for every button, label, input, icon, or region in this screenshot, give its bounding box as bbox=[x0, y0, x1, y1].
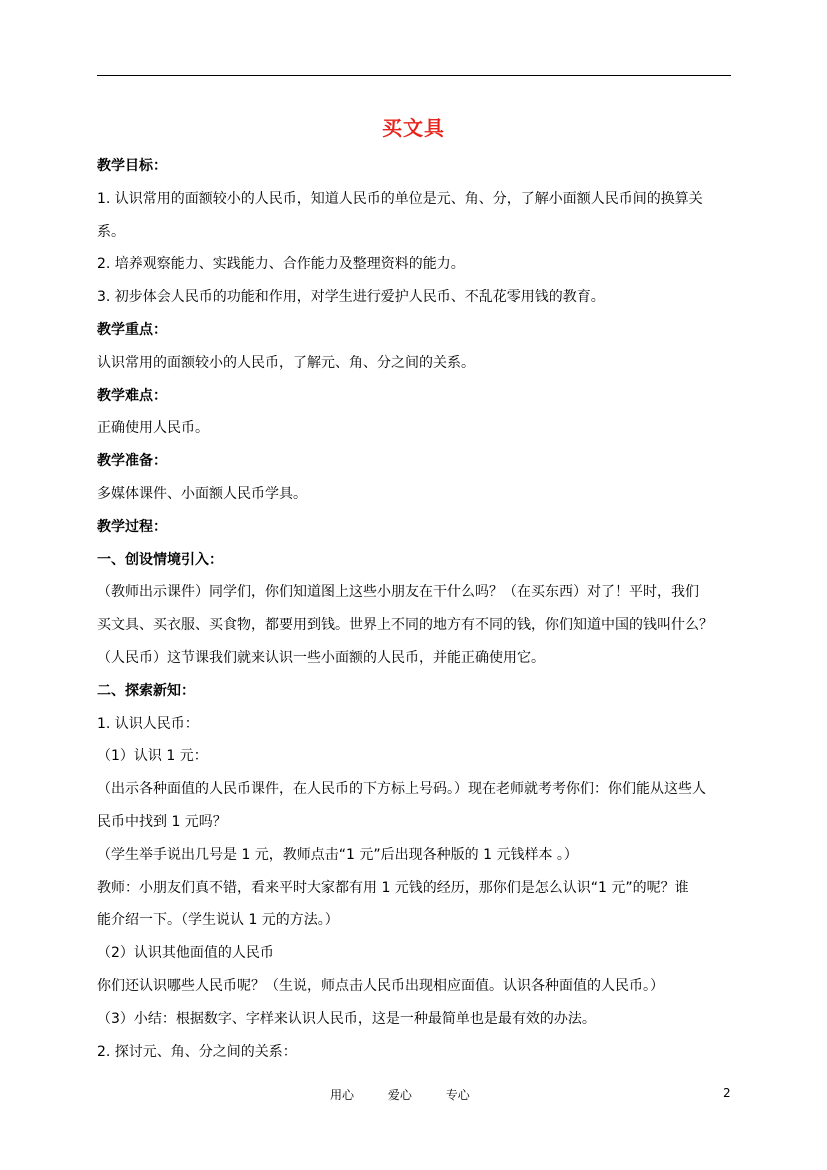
paragraph-line: 1. 认识常用的面额较小的人民币，知道人民币的单位是元、角、分，了解小面额人民币间的换算关 bbox=[97, 190, 703, 207]
section-heading: 教学难点： bbox=[97, 387, 167, 404]
paragraph-line: 买文具、买衣服、买食物，都要用到钱。世界上不同的地方有不同的钱，你们知道中国的钱叫什么？ bbox=[97, 617, 713, 634]
paragraph-line: 正确使用人民币。 bbox=[97, 420, 209, 437]
paragraph-line: （3）小结：根据数字、字样来认识人民币，这是一种最简单也是最有效的办法。 bbox=[97, 1010, 596, 1027]
document-title: 买文具 bbox=[382, 116, 445, 140]
paragraph-line: 3. 初步体会人民币的功能和作用，对学生进行爱护人民币、不乱花零用钱的教育。 bbox=[97, 289, 605, 306]
paragraph-line: 多媒体课件、小面额人民币学具。 bbox=[97, 485, 307, 502]
section-heading: 一、创设情境引入： bbox=[97, 551, 223, 568]
section-heading: 教学过程： bbox=[97, 518, 167, 535]
paragraph-line: 1. 认识人民币： bbox=[97, 715, 199, 732]
header-rule bbox=[97, 75, 731, 76]
footer-motto bbox=[330, 1086, 500, 1103]
section-heading: 教学重点： bbox=[97, 321, 167, 338]
paragraph-line: （出示各种面值的人民币课件，在人民币的下方标上号码。）现在老师就考考你们：你们能从这些人 bbox=[97, 781, 706, 798]
paragraph-line: 2. 培养观察能力、实践能力、合作能力及整理资料的能力。 bbox=[97, 256, 465, 273]
paragraph-line: （学生举手说出几号是 1 元，教师点击“1 元”后出现各种版的 1 元钱样本 。） bbox=[97, 846, 578, 863]
page-number: 2 bbox=[723, 1086, 731, 1100]
paragraph-line: 民币中找到 1 元吗？ bbox=[97, 813, 227, 830]
paragraph-line: （2）认识其他面值的人民币 bbox=[97, 945, 274, 962]
paragraph-line: 你们还认识哪些人民币呢？（生说，师点击人民币出现相应面值。认识各种面值的人民币。） bbox=[97, 977, 664, 994]
footer-motto-item: 爱心 bbox=[387, 1088, 412, 1102]
document-body bbox=[97, 150, 733, 1068]
section-heading: 教学目标： bbox=[97, 158, 167, 174]
paragraph-line: 认识常用的面额较小的人民币，了解元、角、分之间的关系。 bbox=[97, 354, 475, 371]
section-heading: 二、探索新知： bbox=[97, 682, 195, 699]
paragraph-line: （人民币）这节课我们就来认识一些小面额的人民币，并能正确使用它。 bbox=[97, 649, 545, 666]
section-heading: 教学准备： bbox=[97, 453, 167, 470]
paragraph-line: 能介绍一下。（学生说认 1 元的方法。） bbox=[97, 912, 339, 929]
footer-motto-item: 用心 bbox=[330, 1088, 355, 1102]
paragraph-line: 系。 bbox=[97, 223, 125, 240]
paragraph-line: （教师出示课件）同学们，你们知道图上这些小朋友在干什么吗？（在买东西）对了！平时，我们 bbox=[97, 584, 699, 601]
paragraph-line: 教师：小朋友们真不错，看来平时大家都有用 1 元钱的经历，那你们是怎么认识“1 元”的呢？谁 bbox=[97, 879, 689, 896]
footer-motto-item: 专心 bbox=[445, 1088, 470, 1102]
paragraph-line: 2. 探讨元、角、分之间的关系： bbox=[97, 1043, 297, 1060]
paragraph-line: （1）认识 1 元： bbox=[97, 748, 208, 765]
